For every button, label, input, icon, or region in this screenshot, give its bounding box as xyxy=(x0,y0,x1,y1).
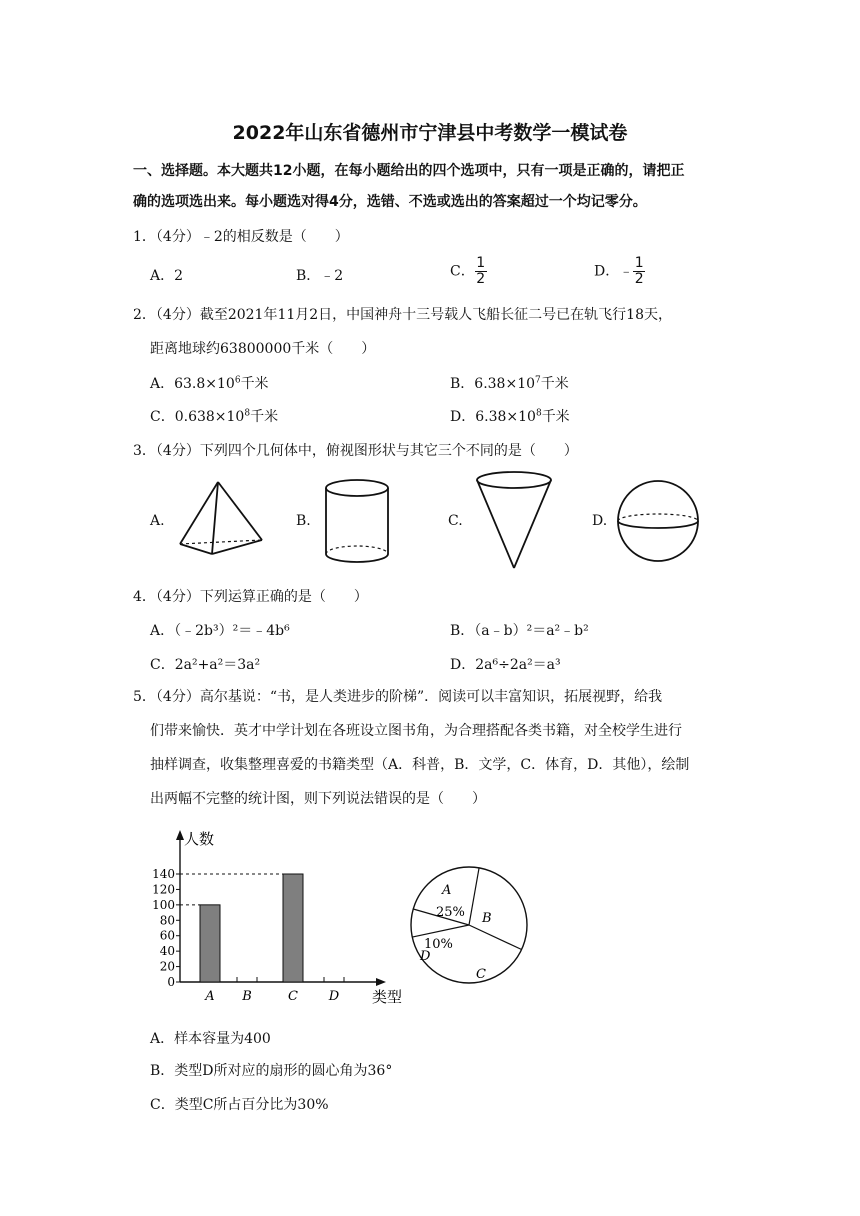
fraction: $\frac{1}{2}$ xyxy=(476,255,486,287)
bar-A xyxy=(200,905,220,982)
y-tick-label: 0 xyxy=(167,975,175,989)
y-axis-arrow xyxy=(176,830,184,840)
x-tick-label: B xyxy=(242,989,252,1004)
pie-label-a: A xyxy=(442,883,452,898)
q2-option-b: B．$6.38\times 10^7$千米 xyxy=(450,375,569,392)
q4-option-d: D．2a⁶÷2a²＝a³ xyxy=(450,657,561,673)
x-axis-label: 类型 xyxy=(372,988,403,1006)
fraction: $\frac{1}{2}$ xyxy=(634,255,644,287)
q2-option-a: A．$63.8\times 10^6$千米 xyxy=(150,375,269,392)
x-tick-label: C xyxy=(288,989,298,1004)
x-axis-arrow xyxy=(376,978,386,986)
q3-option-a: A. xyxy=(150,513,165,529)
cylinder-figure xyxy=(322,476,394,572)
question-4-text: 4．（4分）下列运算正确的是（ ） xyxy=(133,589,368,605)
question-5-line1: 5．（4分）高尔基说：“书，是人类进步的阶梯”．阅读可以丰富知识，拓展视野，给我 xyxy=(133,689,663,705)
sphere-figure xyxy=(614,476,704,566)
section-heading-line1: 一、选择题。本大题共12小题，在每小题给出的四个选项中，只有一项是正确的，请把正 xyxy=(133,163,685,179)
question-5-line2: 们带来愉快．英才中学计划在各班设立图书角，为合理搭配各类书籍，对全校学生进行 xyxy=(150,723,682,739)
question-2-line1: 2．（4分）截至2021年11月2日，中国神舟十三号载人飞船长征二号已在轨飞行18天， xyxy=(133,307,672,323)
y-tick-label: 80 xyxy=(159,913,175,928)
y-tick-label: 140 xyxy=(152,867,175,881)
question-3-text: 3．（4分）下列四个几何体中，俯视图形状与其它三个不同的是（ ） xyxy=(133,443,578,459)
q1-option-b: B．﹣2 xyxy=(296,268,344,284)
q5-option-b: B．类型D所对应的扇形的圆心角为36° xyxy=(150,1063,393,1079)
pie-label-b: B xyxy=(482,911,492,926)
q4-option-b: B．（a﹣b）²＝a²﹣b² xyxy=(450,623,589,639)
q2-option-c: C．$0.638\times 10^8$千米 xyxy=(150,408,279,425)
pie-annotation-a: 25% xyxy=(436,905,465,920)
question-1-text: 1．（4分）﹣2的相反数是（ ） xyxy=(133,229,349,245)
q5-option-a: A．样本容量为400 xyxy=(150,1031,271,1047)
q4-option-a: A．（﹣2b³）²＝﹣4b⁶ xyxy=(150,623,290,639)
q5-option-c: C．类型C所占百分比为30% xyxy=(150,1097,329,1113)
pie-slice-edge xyxy=(469,868,479,925)
section-heading-line2: 确的选项选出来。每小题选对得4分，选错、不选或选出的答案超过一个均记零分。 xyxy=(133,194,647,210)
y-axis-label: 人数 xyxy=(184,830,215,848)
pie-label-c: C xyxy=(476,967,486,982)
y-tick-label: 20 xyxy=(159,959,175,974)
cone-figure xyxy=(472,468,558,578)
q3-option-c: C. xyxy=(448,513,463,529)
y-tick-label: 40 xyxy=(159,944,175,959)
pie-slice-edge xyxy=(412,925,469,937)
question-5-line4: 出两幅不完整的统计图，则下列说法错误的是（ ） xyxy=(150,791,486,807)
question-2-line2: 距离地球约63800000千米（ ） xyxy=(150,341,376,357)
q3-option-d: D. xyxy=(592,513,608,529)
y-tick-label: 120 xyxy=(152,882,175,897)
bar-chart xyxy=(150,822,415,1012)
pie-label-d: D xyxy=(420,949,431,964)
pie-slice-edge xyxy=(469,925,522,950)
q4-option-c: C．2a²+a²＝3a² xyxy=(150,657,261,673)
pie-chart xyxy=(404,860,534,990)
q2-option-d: D．$6.38\times 10^8$千米 xyxy=(450,408,570,425)
x-tick-label: D xyxy=(328,989,340,1004)
pyramid-figure xyxy=(172,478,272,558)
page-title: 2022年山东省德州市宁津县中考数学一模试卷 xyxy=(232,122,628,144)
bar-C xyxy=(283,874,303,982)
q1-option-d: D．﹣ $\frac{1}{2}$ xyxy=(594,255,644,287)
y-tick-label: 100 xyxy=(152,897,175,912)
pie-annotation-d: 10% xyxy=(424,937,453,952)
q3-option-b: B. xyxy=(296,513,311,529)
q1-option-c: C． $\frac{1}{2}$ xyxy=(450,255,486,287)
y-tick-label: 60 xyxy=(159,928,175,943)
question-5-line3: 抽样调查，收集整理喜爱的书籍类型（A．科普，B．文学，C．体育，D．其他），绘制 xyxy=(150,757,690,773)
x-tick-label: A xyxy=(205,989,215,1004)
q1-option-a: A．2 xyxy=(150,268,184,284)
